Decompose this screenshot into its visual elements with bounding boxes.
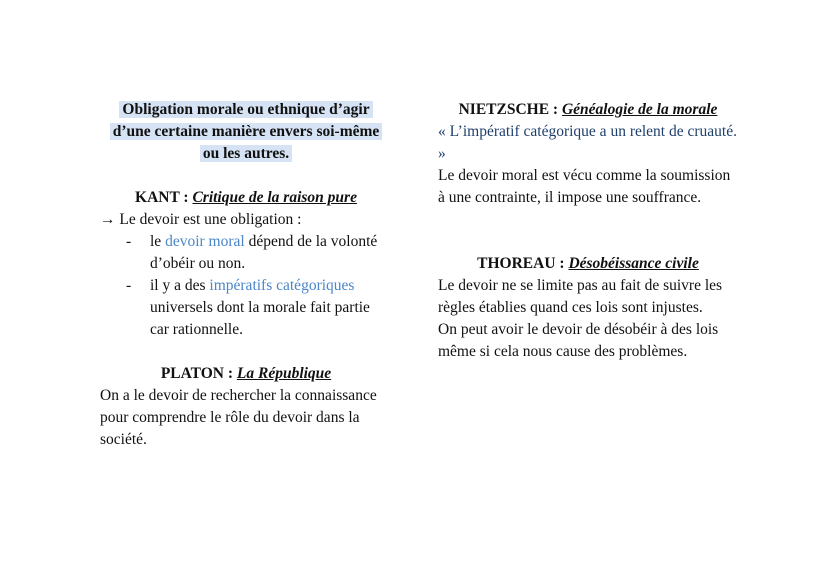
right-column bbox=[438, 99, 738, 363]
kant-work-title: Critique de la raison pure bbox=[192, 189, 357, 206]
kant-intro: → Le devoir est une obligation : bbox=[100, 211, 302, 228]
kant-heading bbox=[100, 187, 392, 209]
thoreau-heading bbox=[438, 253, 738, 275]
kant-author: KANT : bbox=[135, 189, 189, 206]
kant-bullet-list bbox=[100, 231, 392, 341]
nietzsche-quote: « L’impératif catégorique a un relent de cruauté. » bbox=[438, 123, 737, 162]
term-imperatifs-categoriques: impératifs catégoriques bbox=[209, 277, 355, 294]
definition-line-3: ou les autres. bbox=[200, 145, 292, 162]
thoreau-text-1: Le devoir ne se limite pas au fait de suivre les règles établies quand ces lois sont injustes. bbox=[438, 277, 723, 316]
thoreau-work-title: Désobéissance civile bbox=[568, 255, 699, 272]
thoreau-text-2: On peut avoir le devoir de désobéir à des lois même si cela nous cause des problèmes. bbox=[438, 321, 719, 360]
platon-author: PLATON : bbox=[160, 365, 234, 382]
definition-highlight bbox=[100, 99, 392, 165]
nietzsche-text: Le devoir moral est vécu comme la soumission à une contrainte, il impose une souffrance. bbox=[438, 167, 731, 206]
thoreau-author: THOREAU : bbox=[477, 255, 565, 272]
nietzsche-work-title: Généalogie de la morale bbox=[561, 101, 718, 118]
platon-text: On a le devoir de rechercher la connaissance pour comprendre le rôle du devoir dans la société. bbox=[100, 387, 377, 448]
left-column bbox=[100, 99, 392, 451]
nietzsche-heading bbox=[438, 99, 738, 121]
bullet-dash: - bbox=[126, 233, 132, 250]
definition-line-2: d’une certaine manière envers soi-même bbox=[110, 123, 383, 140]
term-devoir-moral: devoir moral bbox=[165, 233, 245, 250]
nietzsche-author: NIETZSCHE : bbox=[458, 101, 559, 118]
bullet-dash: - bbox=[126, 277, 132, 294]
kant-bullet-2: - il y a des impératifs catégoriques universels dont la morale fait partie car rationnelle. bbox=[126, 277, 370, 338]
definition-line-1: Obligation morale ou ethnique d’agir bbox=[119, 101, 372, 118]
platon-heading bbox=[100, 363, 392, 385]
kant-bullet-1: - le devoir moral dépend de la volonté d’obéir ou non. bbox=[126, 233, 378, 272]
platon-work-title: La République bbox=[236, 365, 332, 382]
